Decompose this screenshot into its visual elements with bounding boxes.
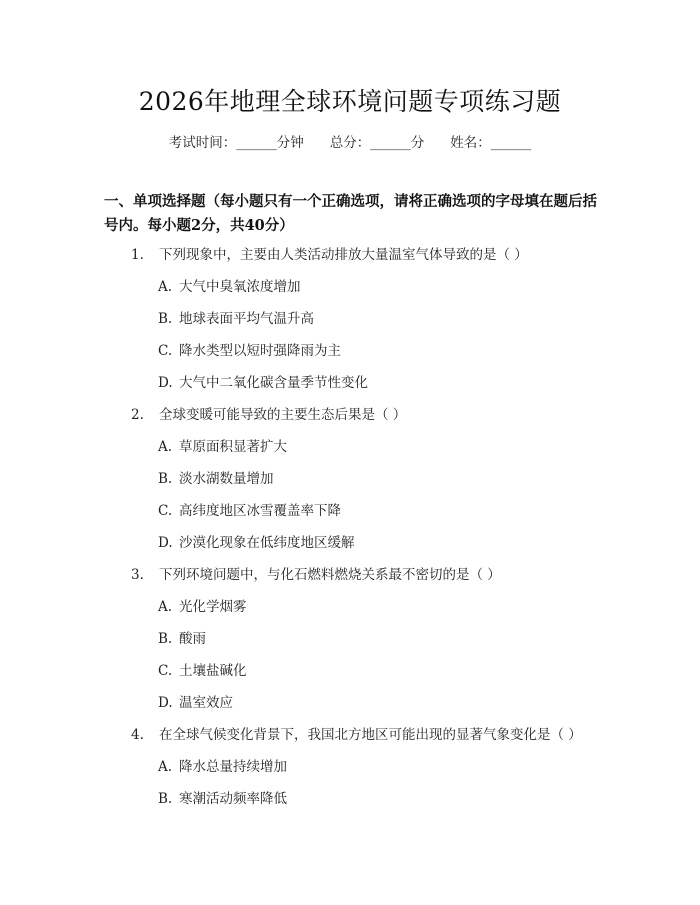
question-text: 全球变暖可能导致的主要生态后果是（ ）	[159, 407, 407, 423]
question-1-option-c	[158, 339, 341, 359]
question-text: 下列现象中，主要由人类活动排放大量温室气体导致的是（ ）	[159, 247, 528, 263]
question-2-option-d	[158, 531, 355, 551]
question-number: 4.	[131, 727, 144, 743]
student-name-field: 姓名：______	[450, 135, 532, 151]
question-3-option-b	[158, 627, 206, 647]
section-heading: 一、单项选择题（每小题只有一个正确选项，请将正确选项的字母填在题后括号内。每小题2分，共40分）	[104, 193, 597, 234]
option-text: 温室效应	[179, 695, 233, 711]
option-text: 草原面积显著扩大	[179, 439, 287, 455]
total-score-field: 总分：______分	[329, 135, 425, 151]
question-1-option-a	[158, 275, 301, 295]
option-text: 淡水湖数量增加	[179, 471, 274, 487]
question-2	[131, 403, 406, 423]
question-3-option-a	[158, 595, 247, 615]
option-text: 高纬度地区冰雪覆盖率下降	[179, 503, 341, 519]
option-letter: C.	[158, 343, 173, 359]
exam-time-field: 考试时间：______分钟	[168, 135, 304, 151]
exam-info-line	[0, 131, 700, 151]
page-title: 2026年地理全球环境问题专项练习题	[138, 87, 562, 116]
option-letter: B.	[158, 791, 173, 807]
question-4-option-b	[158, 787, 287, 807]
question-2-option-c	[158, 499, 341, 519]
option-text: 酸雨	[179, 631, 206, 647]
question-4	[131, 723, 582, 743]
question-2-option-b	[158, 467, 274, 487]
option-text: 地球表面平均气温升高	[179, 311, 314, 327]
option-letter: D.	[158, 695, 173, 711]
option-letter: C.	[158, 663, 173, 679]
option-letter: B.	[158, 471, 173, 487]
question-text: 下列环境问题中，与化石燃料燃烧关系最不密切的是（ ）	[159, 567, 501, 583]
option-letter: B.	[158, 631, 173, 647]
option-letter: A.	[158, 279, 173, 295]
question-3	[131, 563, 501, 583]
question-number: 1.	[131, 247, 144, 263]
option-text: 大气中二氧化碳含量季节性变化	[179, 375, 368, 391]
question-2-option-a	[158, 435, 287, 455]
option-text: 寒潮活动频率降低	[179, 791, 287, 807]
option-letter: D.	[158, 535, 173, 551]
question-text: 在全球气候变化背景下，我国北方地区可能出现的显著气象变化是（ ）	[159, 727, 582, 743]
option-letter: A.	[158, 439, 173, 455]
option-text: 土壤盐碱化	[179, 663, 247, 679]
question-1	[131, 243, 528, 263]
question-number: 2.	[131, 407, 144, 423]
question-1-option-b	[158, 307, 314, 327]
question-3-option-d	[158, 691, 233, 711]
option-text: 光化学烟雾	[179, 599, 247, 615]
question-4-option-a	[158, 755, 287, 775]
option-text: 降水总量持续增加	[179, 759, 287, 775]
option-text: 降水类型以短时强降雨为主	[179, 343, 341, 359]
option-text: 沙漠化现象在低纬度地区缓解	[179, 535, 355, 551]
question-3-option-c	[158, 659, 247, 679]
option-letter: C.	[158, 503, 173, 519]
question-number: 3.	[131, 567, 144, 583]
question-1-option-d	[158, 371, 368, 391]
option-letter: B.	[158, 311, 173, 327]
option-letter: A.	[158, 599, 173, 615]
option-text: 大气中臭氧浓度增加	[179, 279, 301, 295]
option-letter: A.	[158, 759, 173, 775]
option-letter: D.	[158, 375, 173, 391]
